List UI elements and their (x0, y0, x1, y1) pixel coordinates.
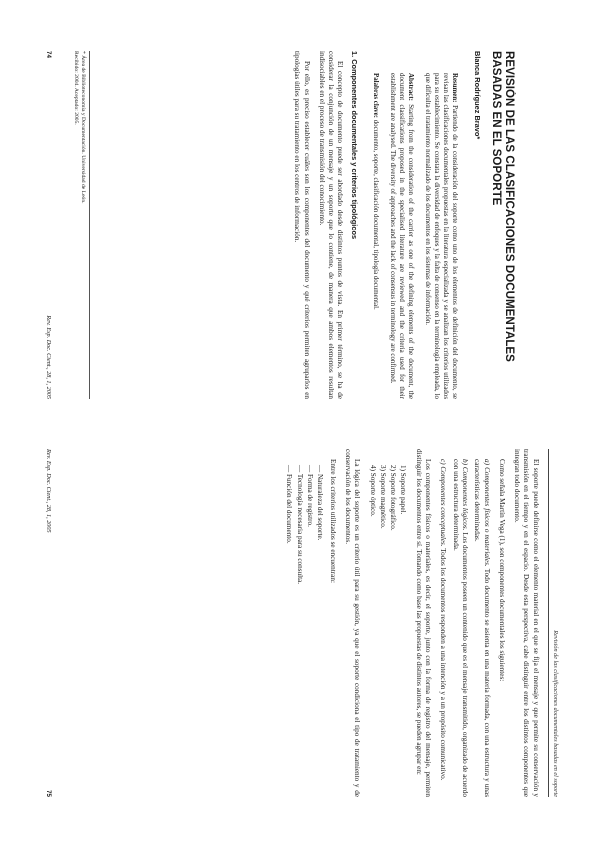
left-page-number: 74 (45, 51, 53, 58)
component-category-list (438, 449, 490, 797)
abstract-english-text: Starting from the consideration of the carrier as one of the defining elements of the document, the document classifications proposed in the specialised literature are reviewed and the criteria used for their establishment are analysed. The diversity of approaches and the lack of consensus in terminology are confirmed. (388, 73, 414, 399)
category-name: c) Componentes conceptuales. (439, 459, 448, 547)
rotated-document-spread (30, 29, 570, 819)
right-paragraph-1: El soporte puede definirse como el elemento material en el que se fija el mensaje y que permite su conservación y transmisión en el tiempo y en el espacio. Desde esta perspectiva, cabe distinguir entre los distintos componentes que integran todo documento. (513, 449, 540, 797)
criteria-list (284, 465, 324, 797)
category-name: a) Componentes físicos o materiales. (482, 459, 491, 567)
right-paragraph-middle: Los componentes físicos o materiales, es decir, el soporte, junto con la forma de registro del mensaje, permiten distinguir los documentos entre sí. Tomando como base las propuestas de distintos autores, se pueden agrupar en: (414, 449, 433, 797)
category-text: Todos los documentos responden a una intención y a un propósito comunicativo. (439, 548, 448, 781)
keywords-lead: Palabras clave: (371, 73, 379, 118)
abstract-spanish-lead: Resumen: (450, 73, 458, 103)
list-item (438, 459, 447, 797)
left-paragraph-1: El concepto de documento puede ser abordado desde distintos puntos de vista. En primer término, se ha de considerar la conjunción de un mensaje y un soporte que lo contiene, de manera que ambos elementos resultan indisociables en el proceso de transmisión del conocimiento. (317, 51, 345, 399)
left-page (30, 29, 570, 421)
left-paragraph-2: Por ello, es preciso establecer cuáles son los componentes del documento y qué criterios permiten agruparlos en tipologías útiles para su tratamiento en los centros de información. (293, 51, 311, 399)
list-item: 4) Soporte óptico. (368, 465, 377, 517)
list-item: 2) Soporte fotográfico. (389, 465, 398, 531)
abstract-spanish (423, 73, 459, 399)
right-journal-citation: Rev. Esp. Doc. Cient., 28, 1, 2005 (45, 449, 53, 533)
right-page-number: 75 (45, 790, 53, 797)
left-journal-citation: Rev. Esp. Doc. Cient., 28, 1, 2005 (45, 315, 53, 399)
article-title: REVISIÓN DE LAS CLASIFICACIONES DOCUMENTALES BASADAS EN EL SOPORTE (490, 51, 516, 362)
right-paragraph-late: La lógica del soporte es un criterio útil para su gestión, ya que el soporte condiciona el tipo de tratamiento y de conservación de los documentos. (343, 449, 362, 797)
list-item: — Función del documento. (285, 465, 294, 544)
list-item: — Tecnología necesaria para su consulta. (295, 465, 304, 585)
section-heading: 1. Componentes documentales y criterios tipológicos (349, 51, 359, 240)
category-text: Los documentos poseen un contenido que es el mensaje transmitido, organizado de acuerdo con una estructura determinada. (451, 459, 469, 797)
keywords (371, 73, 380, 399)
right-page (30, 427, 570, 819)
footnote-2: Recibido: 2004. Aceptado: 2005. (73, 51, 79, 125)
keywords-text: documento, soporte, clasificación documental, tipología documental. (371, 119, 379, 310)
list-item: 1) Soporte papel. (399, 465, 408, 515)
list-item: 3) Soporte magnético. (378, 465, 387, 529)
footnotes (72, 51, 90, 399)
left-page-footer (44, 51, 53, 399)
list-item: — Forma de registro. (306, 465, 315, 527)
list-item (450, 459, 469, 797)
list-item (472, 459, 491, 797)
running-head: Revisión de las clasificaciones documentales basadas en el soporte (548, 449, 560, 797)
abstract-english-lead: Abstract: (406, 73, 414, 101)
abstract-english (388, 73, 415, 399)
carrier-list (367, 465, 407, 797)
footnote-1: * Área de Biblioteconomía y Documentación. Universidad de León. (80, 51, 86, 204)
right-page-footer (44, 449, 53, 797)
criteria-intro: Entre los criterios utilizados se encuentran: (328, 459, 337, 583)
list-item: — Naturaleza del soporte. (316, 465, 325, 541)
category-text: Todo documento se asienta en una materia formada, con una estructura y unas características determinadas. (473, 459, 491, 797)
right-paragraph-2: Como señala Martín Vega (1), son componentes documentales los siguientes: (497, 459, 506, 682)
category-name: b) Componentes lógicos. (460, 459, 469, 531)
abstract-spanish-text: Partiendo de la consideración del soporte como uno de los elementos de definición del documento, se revisan las clasificaciones documentales propuestas en la literatura especializada y se analizan los criterios utilizados para su establecimiento. Se constata la diversidad de enfoques y la falta de consenso en la terminología empleada, lo que dificulta el tratamiento normalizado de los documentos en los sistemas de información. (423, 73, 458, 399)
article-author: Blanca Rodríguez Bravo* (473, 51, 482, 140)
